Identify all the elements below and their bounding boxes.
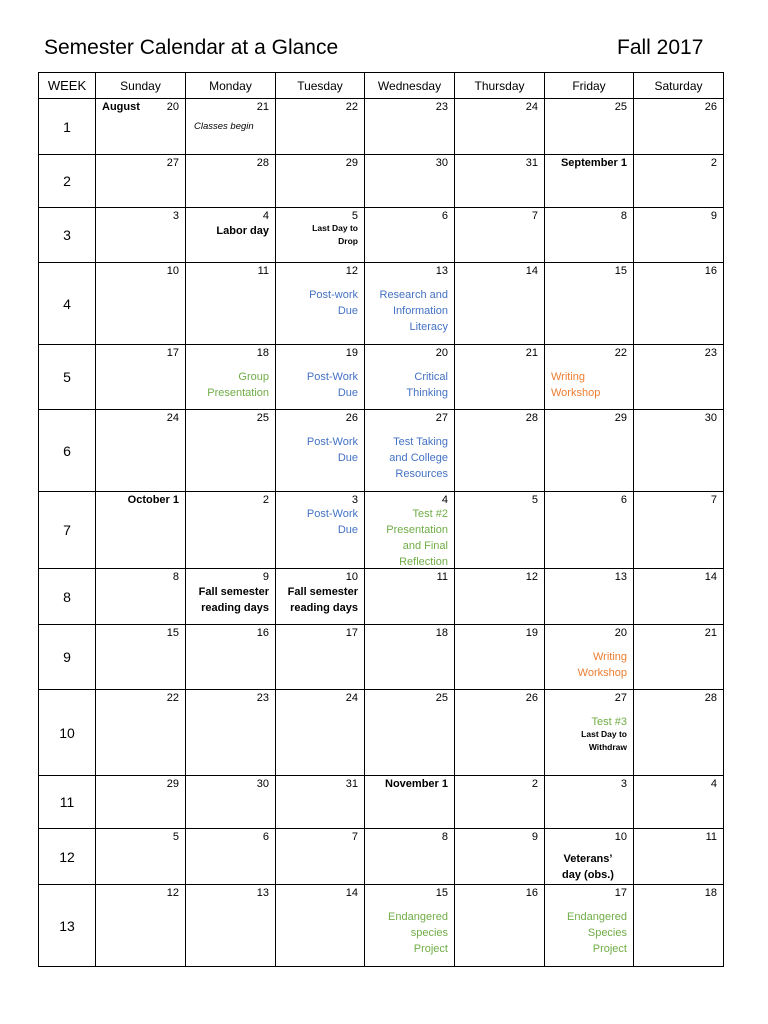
week-number: 13 (39, 885, 96, 967)
day-cell-sunday (96, 776, 186, 829)
day-number: 12 (345, 265, 358, 277)
day-number: 25 (256, 412, 269, 424)
day-cell-sunday (96, 155, 186, 208)
event-note: Fall semester reading days (198, 586, 269, 614)
day-number: 13 (435, 265, 448, 277)
day-cell-monday (186, 410, 276, 492)
day-cell-thursday (455, 492, 545, 569)
event-note: Endangered species Project (388, 911, 448, 955)
day-number: 6 (441, 210, 448, 222)
day-number: 9 (710, 210, 717, 222)
day-cell-saturday (634, 263, 724, 345)
day-cell-saturday (634, 345, 724, 410)
event-note: Test #3 (591, 716, 627, 728)
event-note: Writing Workshop (577, 651, 627, 679)
month-label: August (102, 101, 140, 113)
day-number: 27 (614, 692, 627, 704)
day-number: 26 (345, 412, 358, 424)
event-note: Writing Workshop (551, 371, 601, 399)
day-number: 29 (614, 412, 627, 424)
day-number: 22 (614, 347, 627, 359)
day-number: 20 (435, 347, 448, 359)
day-number: 30 (256, 778, 269, 790)
day-number: 21 (525, 347, 538, 359)
event-note: Endangered Species Project (567, 911, 627, 955)
day-cell-sunday (96, 263, 186, 345)
event-note: Last Day to Drop (312, 223, 358, 246)
day-cell-wednesday (365, 345, 455, 410)
day-number: 2 (531, 778, 538, 790)
day-cell-sunday (96, 410, 186, 492)
day-cell-monday (186, 263, 276, 345)
day-number: 31 (525, 157, 538, 169)
day-cell-friday (545, 410, 634, 492)
day-number: 17 (166, 347, 179, 359)
day-cell-thursday (455, 99, 545, 155)
day-number: 14 (345, 887, 358, 899)
week-row (39, 99, 724, 155)
day-cell-monday (186, 625, 276, 690)
day-number: 24 (345, 692, 358, 704)
day-cell-friday (545, 263, 634, 345)
day-number: November 1 (385, 778, 448, 790)
day-cell-thursday (455, 410, 545, 492)
day-cell-wednesday (365, 410, 455, 492)
day-cell-tuesday (276, 690, 365, 776)
day-cell-monday (186, 492, 276, 569)
day-cell-thursday (455, 776, 545, 829)
day-cell-wednesday (365, 625, 455, 690)
day-number: 3 (351, 494, 358, 506)
day-cell-thursday (455, 345, 545, 410)
day-number: 21 (256, 101, 269, 113)
day-cell-sunday (96, 99, 186, 155)
day-number: 19 (525, 627, 538, 639)
day-number: 26 (704, 101, 717, 113)
event-note: Research and Information Literacy (379, 289, 448, 333)
day-cell-tuesday (276, 625, 365, 690)
day-cell-sunday (96, 208, 186, 263)
event-note: Last Day to Withdraw (581, 729, 627, 752)
day-cell-tuesday (276, 345, 365, 410)
day-number: 15 (614, 265, 627, 277)
day-number: 28 (704, 692, 717, 704)
day-cell-tuesday (276, 208, 365, 263)
day-number: October 1 (127, 494, 179, 506)
day-number: 13 (614, 571, 627, 583)
event-note: Test Taking and College Resources (389, 436, 448, 480)
day-number: 5 (351, 210, 358, 222)
day-number: 22 (166, 692, 179, 704)
day-number: 30 (704, 412, 717, 424)
day-cell-friday (545, 155, 634, 208)
day-cell-friday (545, 99, 634, 155)
week-number: 8 (39, 569, 96, 625)
week-number: 12 (39, 829, 96, 885)
day-number: 6 (620, 494, 627, 506)
day-cell-friday (545, 569, 634, 625)
day-cell-monday (186, 155, 276, 208)
day-number: 26 (525, 692, 538, 704)
week-number: 3 (39, 208, 96, 263)
day-cell-wednesday (365, 492, 455, 569)
day-number: 16 (704, 265, 717, 277)
day-cell-saturday (634, 99, 724, 155)
day-number: 31 (345, 778, 358, 790)
day-number: 18 (256, 347, 269, 359)
week-number: 9 (39, 625, 96, 690)
column-header-tuesday: Tuesday (276, 73, 365, 99)
week-row (39, 690, 724, 776)
day-cell-tuesday (276, 263, 365, 345)
day-number: 27 (435, 412, 448, 424)
day-cell-monday (186, 345, 276, 410)
day-cell-sunday (96, 690, 186, 776)
day-cell-wednesday (365, 690, 455, 776)
day-cell-friday (545, 885, 634, 967)
week-number: 4 (39, 263, 96, 345)
day-number: 25 (435, 692, 448, 704)
week-row (39, 410, 724, 492)
weekday-header-row (39, 73, 724, 99)
week-number: 11 (39, 776, 96, 829)
day-cell-saturday (634, 776, 724, 829)
day-cell-tuesday (276, 569, 365, 625)
day-cell-tuesday (276, 829, 365, 885)
day-number: 11 (257, 265, 269, 277)
day-number: 2 (262, 494, 269, 506)
day-number: 23 (256, 692, 269, 704)
day-number: 3 (620, 778, 627, 790)
day-number: 16 (256, 627, 269, 639)
day-number: 30 (435, 157, 448, 169)
day-number: 2 (710, 157, 717, 169)
day-cell-wednesday (365, 155, 455, 208)
day-cell-saturday (634, 569, 724, 625)
week-row (39, 155, 724, 208)
day-number: 10 (345, 571, 358, 583)
column-header-sunday: Sunday (96, 73, 186, 99)
day-cell-monday (186, 829, 276, 885)
day-cell-friday (545, 492, 634, 569)
day-cell-friday (545, 776, 634, 829)
page-title: Semester Calendar at a Glance (44, 36, 339, 59)
event-note: Labor day (216, 225, 269, 237)
day-cell-wednesday (365, 263, 455, 345)
day-cell-monday (186, 776, 276, 829)
column-header-friday: Friday (545, 73, 634, 99)
day-number: 17 (614, 887, 627, 899)
day-number: 29 (345, 157, 358, 169)
day-cell-saturday (634, 492, 724, 569)
day-cell-tuesday (276, 492, 365, 569)
day-cell-saturday (634, 829, 724, 885)
day-number: 19 (345, 347, 358, 359)
day-cell-friday (545, 345, 634, 410)
day-cell-wednesday (365, 99, 455, 155)
day-number: 21 (704, 627, 717, 639)
day-cell-tuesday (276, 155, 365, 208)
day-cell-thursday (455, 885, 545, 967)
day-cell-saturday (634, 208, 724, 263)
day-number: 8 (620, 210, 627, 222)
day-number: 25 (614, 101, 627, 113)
week-row (39, 625, 724, 690)
day-cell-monday (186, 208, 276, 263)
week-row (39, 776, 724, 829)
day-number: 4 (441, 494, 448, 506)
day-number: 27 (166, 157, 179, 169)
day-number: 14 (704, 571, 717, 583)
column-header-thursday: Thursday (455, 73, 545, 99)
day-number: 12 (166, 887, 179, 899)
day-cell-saturday (634, 690, 724, 776)
day-cell-monday (186, 569, 276, 625)
week-row (39, 263, 724, 345)
day-number: 16 (525, 887, 538, 899)
term-label: Fall 2017 (617, 36, 704, 59)
day-number: 11 (705, 831, 717, 843)
event-note: Post-Work Due (306, 436, 358, 464)
day-number: 8 (172, 571, 179, 583)
day-number: 29 (166, 778, 179, 790)
day-cell-wednesday (365, 885, 455, 967)
day-number: 7 (531, 210, 538, 222)
day-cell-thursday (455, 569, 545, 625)
day-cell-wednesday (365, 208, 455, 263)
day-cell-sunday (96, 625, 186, 690)
day-number: 28 (256, 157, 269, 169)
week-row (39, 569, 724, 625)
day-number: 24 (525, 101, 538, 113)
day-number: 9 (262, 571, 269, 583)
day-number: 10 (166, 265, 179, 277)
day-cell-saturday (634, 885, 724, 967)
event-note: Test #2 Presentation and Final Reflection (386, 508, 448, 568)
day-number: 20 (614, 627, 627, 639)
day-cell-sunday (96, 569, 186, 625)
day-cell-thursday (455, 263, 545, 345)
week-row (39, 345, 724, 410)
day-cell-thursday (455, 208, 545, 263)
day-cell-thursday (455, 829, 545, 885)
week-number: 5 (39, 345, 96, 410)
day-cell-wednesday (365, 569, 455, 625)
day-number: 23 (704, 347, 717, 359)
day-cell-tuesday (276, 410, 365, 492)
week-number: 2 (39, 155, 96, 208)
day-number: 9 (531, 831, 538, 843)
day-number: 24 (166, 412, 179, 424)
day-cell-thursday (455, 625, 545, 690)
day-number: 18 (704, 887, 717, 899)
week-number: 1 (39, 99, 96, 155)
event-note: Post-work Due (309, 289, 358, 317)
day-cell-saturday (634, 410, 724, 492)
day-number: 3 (172, 210, 179, 222)
semester-calendar (38, 72, 724, 967)
day-cell-sunday (96, 492, 186, 569)
day-number: 11 (436, 571, 448, 583)
week-row (39, 829, 724, 885)
day-number: 22 (345, 101, 358, 113)
day-number: 4 (262, 210, 269, 222)
day-cell-saturday (634, 625, 724, 690)
day-number: 23 (435, 101, 448, 113)
event-note: Critical Thinking (406, 371, 448, 399)
week-row (39, 885, 724, 967)
day-number: 28 (525, 412, 538, 424)
day-number: 6 (262, 831, 269, 843)
week-row (39, 208, 724, 263)
week-number: 7 (39, 492, 96, 569)
day-number: 8 (441, 831, 448, 843)
column-header-week: WEEK (39, 73, 96, 99)
day-cell-friday (545, 690, 634, 776)
event-note: Veterans’ day (obs.) (562, 853, 614, 881)
day-cell-monday (186, 690, 276, 776)
day-cell-thursday (455, 155, 545, 208)
day-cell-tuesday (276, 776, 365, 829)
day-cell-wednesday (365, 829, 455, 885)
day-cell-monday (186, 99, 276, 155)
week-number: 10 (39, 690, 96, 776)
day-cell-wednesday (365, 776, 455, 829)
day-number: 15 (166, 627, 179, 639)
day-number: 5 (172, 831, 179, 843)
day-cell-saturday (634, 155, 724, 208)
column-header-monday: Monday (186, 73, 276, 99)
event-note: Group Presentation (207, 371, 269, 399)
week-row (39, 492, 724, 569)
day-number: 14 (525, 265, 538, 277)
day-number: 15 (435, 887, 448, 899)
column-header-wednesday: Wednesday (365, 73, 455, 99)
day-number: 4 (710, 778, 717, 790)
day-number: 17 (345, 627, 358, 639)
day-number: 10 (614, 831, 627, 843)
day-number: 7 (710, 494, 717, 506)
day-cell-thursday (455, 690, 545, 776)
day-cell-tuesday (276, 885, 365, 967)
event-note: Post-Work Due (306, 508, 358, 536)
event-note: Fall semester reading days (287, 586, 358, 614)
day-cell-sunday (96, 829, 186, 885)
week-number: 6 (39, 410, 96, 492)
day-cell-friday (545, 208, 634, 263)
day-number: 12 (525, 571, 538, 583)
day-cell-friday (545, 829, 634, 885)
day-cell-monday (186, 885, 276, 967)
day-cell-sunday (96, 885, 186, 967)
day-cell-tuesday (276, 99, 365, 155)
day-cell-sunday (96, 345, 186, 410)
day-number: September 1 (560, 157, 627, 169)
day-cell-friday (545, 625, 634, 690)
day-number: 18 (435, 627, 448, 639)
column-header-saturday: Saturday (634, 73, 724, 99)
event-note: Post-Work Due (306, 371, 358, 399)
event-note: Classes begin (194, 121, 254, 132)
day-number: 7 (351, 831, 358, 843)
day-number: 13 (256, 887, 269, 899)
day-number: 20 (166, 101, 179, 113)
day-number: 5 (531, 494, 538, 506)
